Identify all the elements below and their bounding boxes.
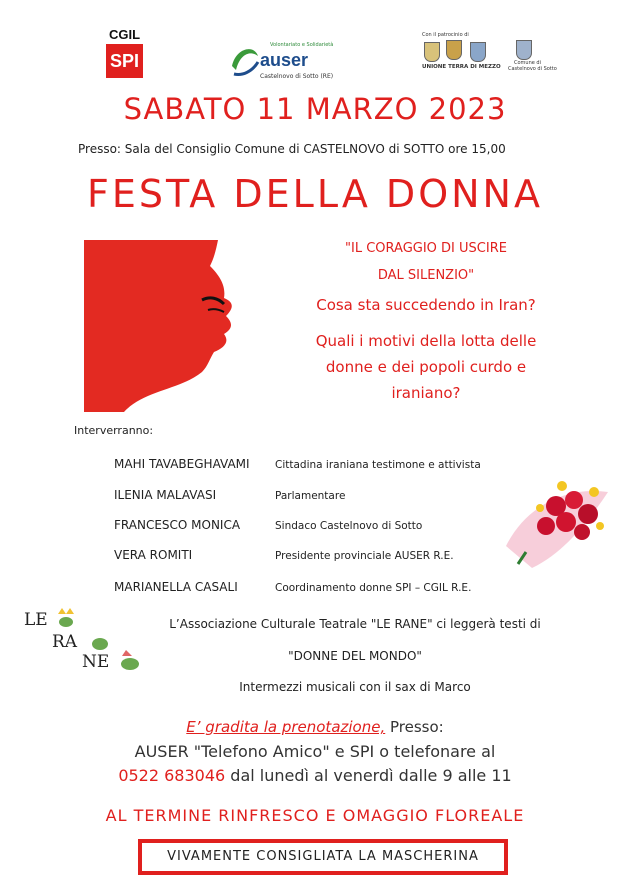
crest-icon: [516, 40, 532, 60]
flower-bouquet-image: [496, 456, 620, 572]
event-title: FESTA DELLA DONNA: [87, 172, 543, 216]
booking-hours: dal lunedì al venerdì dalle 9 alle 11: [225, 766, 512, 785]
question-line-3: donne e dei popoli curdo e: [325, 358, 527, 376]
phone-number: 0522 683046: [118, 766, 226, 785]
auser-swoosh-icon: [228, 40, 262, 80]
closing-notice: AL TERMINE RINFRESCO E OMAGGIO FLOREALE: [105, 806, 525, 825]
municipal-crests: [416, 32, 557, 78]
booking-contact: AUSER "Telefono Amico" e SPI o telefonare al: [134, 742, 496, 761]
rane-logo-text: NE: [82, 652, 110, 672]
speaker-role: Presidente provinciale AUSER R.E.: [275, 550, 454, 562]
rane-logo-text: RA: [52, 632, 78, 652]
event-venue: Presso: Sala del Consiglio Comune di CASTELNOVO di SOTTO ore 15,00: [78, 142, 506, 156]
auser-logo: [228, 38, 338, 86]
crest-icon: [424, 42, 440, 62]
association-line: L’Associazione Culturale Teatrale "LE RANE" ci leggerà testi di: [169, 617, 541, 631]
mask-notice: VIVAMENTE CONSIGLIATA LA MASCHERINA: [138, 839, 508, 875]
speakers-label: Interverranno:: [74, 424, 154, 437]
rane-logo-text: LE: [24, 610, 48, 630]
speaker-name: MAHI TAVABEGHAVAMI: [114, 457, 250, 471]
speaker-role: Parlamentare: [275, 490, 346, 502]
spi-logo-text: SPI: [106, 44, 143, 78]
booking-line: [0, 718, 630, 736]
crest-icon: [470, 42, 486, 62]
cgil-spi-logo: [106, 28, 143, 80]
speaker-name: VERA ROMITI: [114, 548, 193, 562]
speaker-role: Sindaco Castelnovo di Sotto: [275, 520, 423, 532]
speaker-name: MARIANELLA CASALI: [114, 580, 238, 594]
booking-presso: Presso:: [385, 718, 444, 736]
association-work: "DONNE DEL MONDO": [288, 649, 422, 663]
patrocinio-label: Con il patrocinio di: [422, 32, 469, 38]
speaker-name: ILENIA MALAVASI: [114, 488, 217, 502]
booking-phone-line: [0, 766, 630, 785]
event-date: SABATO 11 MARZO 2023: [123, 92, 507, 126]
question-line-4: iraniano?: [391, 384, 461, 402]
speaker-role: Cittadina iraniana testimone e attivista: [275, 459, 481, 471]
unione-label: UNIONE TERRA DI MEZZO: [422, 64, 501, 70]
quote-line-2: DAL SILENZIO": [377, 268, 475, 283]
booking-note: E’ gradita la prenotazione,: [186, 718, 386, 736]
question-line-1: Cosa sta succedendo in Iran?: [316, 296, 536, 314]
comune-name: Castelnovo di Sotto: [508, 66, 557, 72]
quote-line-1: "IL CORAGGIO DI USCIRE: [345, 241, 507, 256]
auser-location: Castelnovo di Sotto (RE): [260, 73, 334, 80]
woman-silhouette-icon: [84, 240, 248, 412]
auser-name: auser: [260, 50, 309, 70]
auser-tagline: Volontariato e Solidarietà: [270, 42, 334, 48]
speaker-name: FRANCESCO MONICA: [114, 518, 241, 532]
music-line: Intermezzi musicali con il sax di Marco: [239, 680, 471, 694]
speaker-role: Coordinamento donne SPI – CGIL R.E.: [275, 582, 472, 594]
cgil-logo-text: CGIL: [108, 27, 141, 42]
question-line-2: Quali i motivi della lotta delle: [315, 332, 537, 350]
comune-label: Comune di: [514, 60, 541, 66]
bouquet-icon: [496, 456, 620, 572]
crest-icon: [446, 40, 462, 60]
woman-profile-image: [84, 240, 248, 412]
